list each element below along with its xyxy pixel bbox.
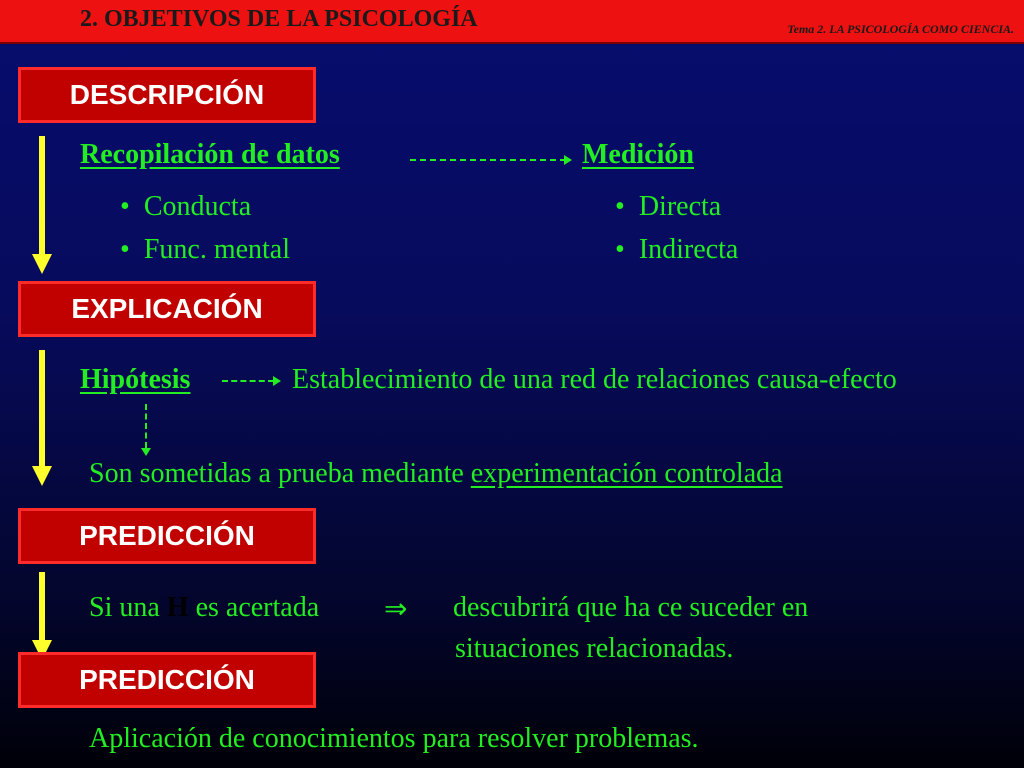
flow-line-3 bbox=[39, 572, 45, 642]
h-symbol: H bbox=[166, 592, 189, 623]
descripcion-box bbox=[18, 67, 316, 123]
prediccion-line-1: Si una H es acertada bbox=[89, 592, 320, 623]
slide-title: 2. OBJETIVOS DE LA PSICOLOGÍA bbox=[80, 6, 478, 32]
dashed-connector-1 bbox=[410, 159, 566, 161]
recopilacion-title: Recopilación de datos bbox=[80, 139, 340, 170]
prediccion-heading-1: PREDICCIÓN bbox=[79, 520, 255, 551]
situaciones-text: situaciones relacionadas. bbox=[455, 633, 734, 664]
arrow-down-icon bbox=[141, 448, 151, 456]
explicacion-heading: EXPLICACIÓN bbox=[71, 293, 263, 324]
flow-arrow-down-icon-2 bbox=[32, 466, 52, 486]
dashed-connector-2 bbox=[222, 380, 274, 382]
explicacion-box bbox=[18, 281, 316, 337]
list-item-conducta: • Conducta bbox=[120, 191, 252, 222]
dashed-connector-down bbox=[145, 404, 147, 448]
flow-line-2 bbox=[39, 350, 45, 468]
prueba-text: Son sometidas a prueba mediante experimentación controlada bbox=[89, 458, 783, 489]
list-item-indirecta: • Indirecta bbox=[615, 234, 739, 265]
arrow-right-icon-2 bbox=[273, 376, 281, 386]
hipotesis-label: Hipótesis bbox=[80, 364, 191, 395]
implies-icon: ⇒ bbox=[384, 594, 408, 625]
slide-subtitle: Tema 2. LA PSICOLOGÍA COMO CIENCIA. bbox=[787, 22, 1014, 36]
prediccion-box-2 bbox=[18, 652, 316, 708]
medicion-title: Medición bbox=[582, 139, 694, 170]
descripcion-heading: DESCRIPCIÓN bbox=[69, 79, 265, 110]
descubrira-text: descubrirá que ha ce suceder en bbox=[453, 592, 809, 623]
experimentacion-text: experimentación controlada bbox=[470, 458, 783, 489]
arrow-right-icon-1 bbox=[564, 155, 572, 165]
aplicacion-text: Aplicación de conocimientos para resolver problemas. bbox=[89, 723, 699, 754]
list-item-func-mental: • Func. mental bbox=[120, 234, 291, 265]
bullet-icon: • bbox=[120, 234, 130, 265]
bullet-icon: • bbox=[615, 191, 625, 222]
relaciones-text: Establecimiento de una red de relaciones causa-efecto bbox=[292, 364, 897, 395]
list-item-directa: • Directa bbox=[615, 191, 722, 222]
bullet-icon: • bbox=[615, 234, 625, 265]
flow-arrow-down-icon-1 bbox=[32, 254, 52, 274]
prediccion-heading-2: PREDICCIÓN bbox=[79, 664, 255, 695]
prediccion-box-1 bbox=[18, 508, 316, 564]
bullet-icon: • bbox=[120, 191, 130, 222]
flow-line-1 bbox=[39, 136, 45, 256]
